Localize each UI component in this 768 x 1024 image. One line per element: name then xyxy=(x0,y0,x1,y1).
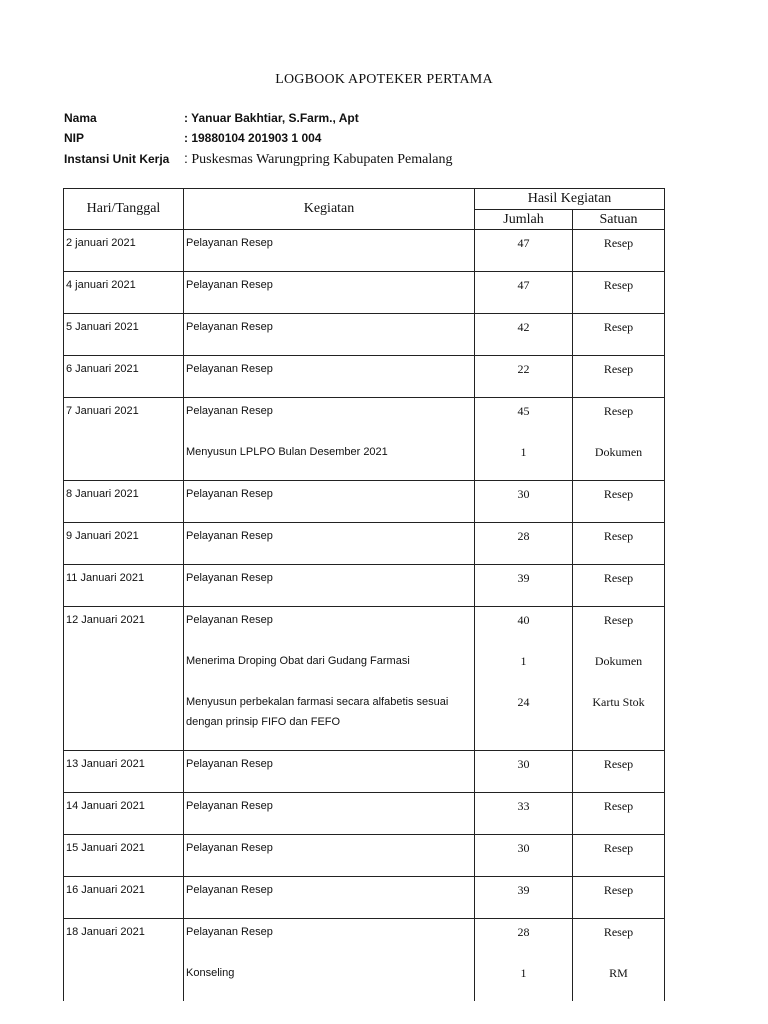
row-date xyxy=(64,835,184,877)
row-activity xyxy=(184,877,475,919)
qty-text: 1 xyxy=(520,966,527,980)
activity-text: Konseling xyxy=(186,967,235,979)
row-date-text: 18 Januari 2021 xyxy=(66,926,145,938)
unit-text: Resep xyxy=(603,883,634,897)
row-qty xyxy=(475,314,573,356)
row-date xyxy=(64,919,184,1002)
nama-label: Nama xyxy=(64,111,97,125)
instansi-colon: : xyxy=(184,150,188,166)
activity-text: Pelayanan Resep xyxy=(186,842,273,854)
qty-text: 28 xyxy=(517,925,530,939)
activity-text: Pelayanan Resep xyxy=(186,614,273,626)
table-row xyxy=(64,877,665,919)
row-date-text: 15 Januari 2021 xyxy=(66,842,145,854)
header-date: Hari/Tanggal xyxy=(64,189,184,230)
row-qty xyxy=(475,230,573,272)
table-row xyxy=(64,398,665,481)
row-activity xyxy=(184,919,475,1002)
table-row xyxy=(64,481,665,523)
table-row xyxy=(64,919,665,1002)
row-qty xyxy=(475,835,573,877)
row-date-text: 2 januari 2021 xyxy=(66,237,136,249)
qty-text: 39 xyxy=(517,571,530,585)
row-unit xyxy=(573,835,665,877)
row-date-text: 5 Januari 2021 xyxy=(66,321,139,333)
table-header xyxy=(64,189,665,230)
row-activity xyxy=(184,314,475,356)
row-unit xyxy=(573,481,665,523)
row-unit xyxy=(573,919,665,1002)
row-date-text: 11 Januari 2021 xyxy=(66,572,145,584)
row-qty xyxy=(475,877,573,919)
row-date-text: 6 Januari 2021 xyxy=(66,363,139,375)
qty-text: 22 xyxy=(517,362,530,376)
unit-text: RM xyxy=(609,966,628,980)
row-qty xyxy=(475,523,573,565)
row-unit xyxy=(573,751,665,793)
row-date xyxy=(64,356,184,398)
instansi-value xyxy=(184,150,452,168)
unit-text: Resep xyxy=(603,841,634,855)
table-body xyxy=(64,230,665,1002)
unit-text: Resep xyxy=(603,925,634,939)
activity-text: Pelayanan Resep xyxy=(186,237,273,249)
row-date xyxy=(64,565,184,607)
qty-text: 45 xyxy=(517,404,530,418)
table-row xyxy=(64,272,665,314)
row-date-text: 13 Januari 2021 xyxy=(66,758,145,770)
header-activity: Kegiatan xyxy=(184,189,475,230)
row-activity xyxy=(184,607,475,751)
row-date xyxy=(64,272,184,314)
row-qty xyxy=(475,793,573,835)
row-unit xyxy=(573,565,665,607)
activity-text: Pelayanan Resep xyxy=(186,405,273,417)
row-qty xyxy=(475,481,573,523)
row-date xyxy=(64,481,184,523)
unit-text: Resep xyxy=(603,487,634,501)
activity-text: Menyusun LPLPO Bulan Desember 2021 xyxy=(186,446,388,458)
row-activity xyxy=(184,835,475,877)
row-qty xyxy=(475,607,573,751)
unit-text: Kartu Stok xyxy=(592,695,645,709)
row-unit xyxy=(573,356,665,398)
table-row xyxy=(64,314,665,356)
table-row xyxy=(64,835,665,877)
row-unit xyxy=(573,607,665,751)
row-unit xyxy=(573,272,665,314)
qty-text: 30 xyxy=(517,841,530,855)
activity-text: Menyusun perbekalan farmasi secara alfabetis sesuai dengan prinsip FIFO dan FEFO xyxy=(186,696,449,728)
row-qty xyxy=(475,751,573,793)
row-date-text: 16 Januari 2021 xyxy=(66,884,145,896)
row-date xyxy=(64,751,184,793)
row-activity xyxy=(184,398,475,481)
unit-text: Dokumen xyxy=(594,654,643,668)
table-row xyxy=(64,565,665,607)
row-date xyxy=(64,607,184,751)
row-activity xyxy=(184,230,475,272)
logbook-table xyxy=(63,188,665,1001)
qty-text: 47 xyxy=(517,236,530,250)
row-unit xyxy=(573,230,665,272)
row-date-text: 14 Januari 2021 xyxy=(66,800,145,812)
row-activity xyxy=(184,272,475,314)
activity-text: Pelayanan Resep xyxy=(186,800,273,812)
table-row xyxy=(64,793,665,835)
table-row xyxy=(64,607,665,751)
table-row xyxy=(64,523,665,565)
unit-text: Dokumen xyxy=(594,445,643,459)
unit-text: Resep xyxy=(603,320,634,334)
row-date-text: 12 Januari 2021 xyxy=(66,614,145,626)
row-date-text: 4 januari 2021 xyxy=(66,279,136,291)
row-activity xyxy=(184,565,475,607)
unit-text: Resep xyxy=(603,571,634,585)
row-activity xyxy=(184,356,475,398)
row-date xyxy=(64,523,184,565)
row-date xyxy=(64,398,184,481)
unit-text: Resep xyxy=(603,236,634,250)
row-unit xyxy=(573,793,665,835)
table-row xyxy=(64,230,665,272)
activity-text: Pelayanan Resep xyxy=(186,530,273,542)
activity-text: Pelayanan Resep xyxy=(186,321,273,333)
nip-label: NIP xyxy=(64,131,85,145)
page-title: LOGBOOK APOTEKER PERTAMA xyxy=(275,72,493,87)
row-date xyxy=(64,314,184,356)
row-date-text: 8 Januari 2021 xyxy=(66,488,139,500)
unit-text: Resep xyxy=(603,799,634,813)
row-qty xyxy=(475,272,573,314)
row-activity xyxy=(184,751,475,793)
header-result: Hasil Kegiatan xyxy=(475,189,665,210)
row-date-text: 7 Januari 2021 xyxy=(66,405,139,417)
activity-text: Menerima Droping Obat dari Gudang Farmasi xyxy=(186,655,410,667)
row-activity xyxy=(184,793,475,835)
activity-text: Pelayanan Resep xyxy=(186,279,273,291)
unit-text: Resep xyxy=(603,362,634,376)
qty-text: 33 xyxy=(517,799,530,813)
qty-text: 30 xyxy=(517,487,530,501)
qty-text: 1 xyxy=(520,445,527,459)
row-unit xyxy=(573,314,665,356)
qty-text: 24 xyxy=(517,695,530,709)
qty-text: 42 xyxy=(517,320,530,334)
row-qty xyxy=(475,398,573,481)
row-unit xyxy=(573,523,665,565)
qty-text: 40 xyxy=(517,613,530,627)
table-row xyxy=(64,751,665,793)
qty-text: 39 xyxy=(517,883,530,897)
row-activity xyxy=(184,481,475,523)
instansi-text: Puskesmas Warungpring Kabupaten Pemalang xyxy=(191,152,453,167)
qty-text: 30 xyxy=(517,757,530,771)
header-qty: Jumlah xyxy=(475,210,573,230)
qty-text: 28 xyxy=(517,529,530,543)
unit-text: Resep xyxy=(603,529,634,543)
qty-text: 1 xyxy=(520,654,527,668)
row-qty xyxy=(475,565,573,607)
row-qty xyxy=(475,356,573,398)
activity-text: Pelayanan Resep xyxy=(186,572,273,584)
unit-text: Resep xyxy=(603,278,634,292)
nama-value: : Yanuar Bakhtiar, S.Farm., Apt xyxy=(184,111,359,125)
row-activity xyxy=(184,523,475,565)
activity-text: Pelayanan Resep xyxy=(186,926,273,938)
row-unit xyxy=(573,877,665,919)
instansi-label: Instansi Unit Kerja xyxy=(64,152,170,166)
unit-text: Resep xyxy=(603,404,634,418)
row-unit xyxy=(573,398,665,481)
unit-text: Resep xyxy=(603,613,634,627)
activity-text: Pelayanan Resep xyxy=(186,758,273,770)
row-date-text: 9 Januari 2021 xyxy=(66,530,139,542)
nip-value: : 19880104 201903 1 004 xyxy=(184,131,322,145)
row-date xyxy=(64,230,184,272)
row-qty xyxy=(475,919,573,1002)
row-date xyxy=(64,877,184,919)
row-date xyxy=(64,793,184,835)
activity-text: Pelayanan Resep xyxy=(186,363,273,375)
activity-text: Pelayanan Resep xyxy=(186,884,273,896)
table-row xyxy=(64,356,665,398)
qty-text: 47 xyxy=(517,278,530,292)
header-unit: Satuan xyxy=(573,210,665,230)
unit-text: Resep xyxy=(603,757,634,771)
activity-text: Pelayanan Resep xyxy=(186,488,273,500)
